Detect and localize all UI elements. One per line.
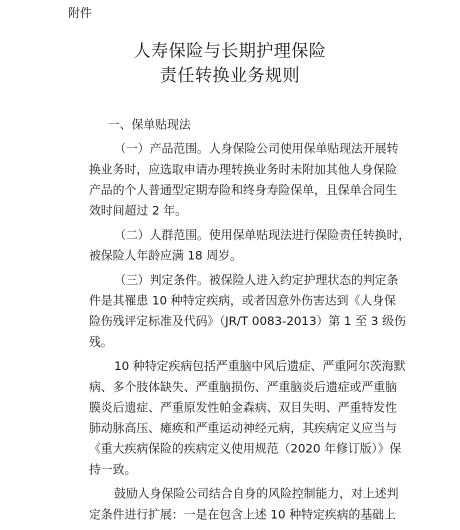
document-title-line-1: 人寿保险与长期护理保险 [133, 41, 327, 62]
paragraph-line: 鼓励人身保险公司结合自身的风险控制能力，对上述判 [114, 487, 399, 502]
document-title-line-2: 责任转换业务规则 [159, 65, 301, 86]
paragraph-line: （一）产品范围。人身保险公司使用保单贴现法开展转 [114, 142, 399, 157]
paragraph-line: 《重大疾病保险的疾病定义使用规范（2020 年修订版）》保 [88, 442, 402, 457]
paragraph-line: 膜炎后遗症、严重原发性帕金森病、双目失明、严重特发性 [88, 401, 397, 416]
paragraph-line: 险伤残评定标准及代码》（JR/T 0083-2013）第 1 至 3 级伤 [88, 315, 406, 329]
attachment-label: 附件 [68, 7, 92, 21]
paragraph-line: 换业务时，应选取申请办理转换业务时未附加其他人身保险 [88, 163, 397, 177]
paragraph-line: 定条件进行扩展：一是在包含上述 10 种特定疾病的基础上 [88, 508, 396, 522]
paragraph-line: 病、多个肢体缺失、严重脑损伤、严重脑炎后遗症或严重脑 [88, 380, 397, 395]
paragraph-line: 残。 [88, 335, 113, 350]
paragraph-line: 件是其罹患 10 种特定疾病，或者因意外伤害达到《人身保 [88, 294, 396, 309]
paragraph-line: 效时间超过 2 年。 [88, 204, 187, 219]
paragraph-line: （三）判定条件。被保险人进入约定护理状态的判定条 [114, 273, 399, 288]
paragraph-line: 肺动脉高压、瘫痪和严重运动神经元病，其疾病定义应当与 [88, 422, 397, 436]
paragraph-line: 产品的个人普通型定期寿险和终身寿险保单，且保单合同生 [88, 184, 397, 198]
paragraph-line: （二）人群范围。使用保单贴现法进行保险责任转换时， [114, 229, 411, 243]
paragraph-line: 10 种特定疾病包括严重脑中风后遗症、严重阿尔茨海默 [114, 360, 406, 374]
paragraph-line: 被保险人年龄应满 18 周岁。 [88, 249, 242, 264]
paragraph-line: 持一致。 [88, 463, 137, 477]
section-heading: 一、保单贴现法 [107, 118, 191, 133]
